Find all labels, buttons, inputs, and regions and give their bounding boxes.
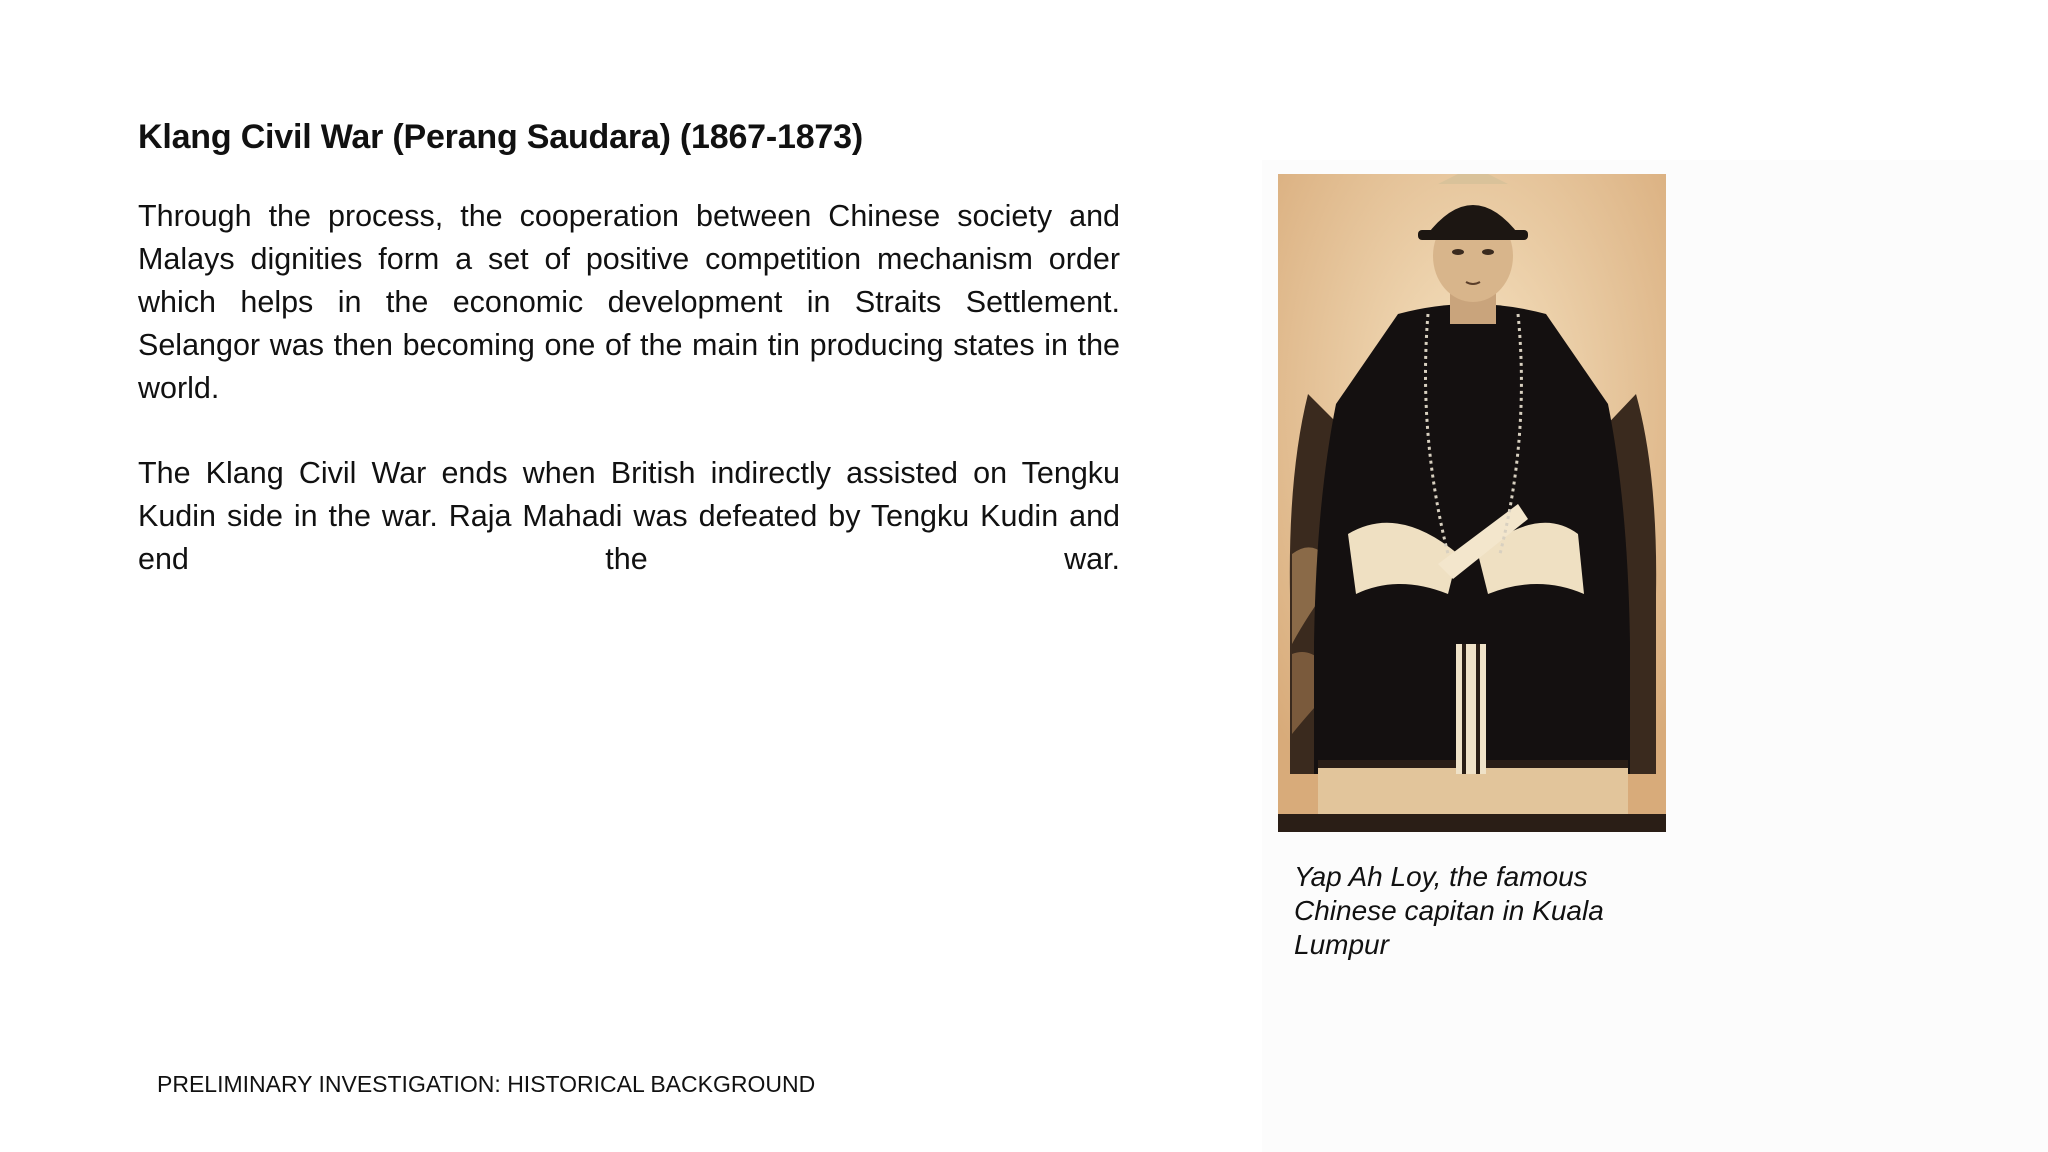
paragraph-war-end: The Klang Civil War ends when British indirectly assisted on Tengku Kudin side in the war. Raja Mahadi was defeated by Tengku Kudin and end the war.	[138, 456, 1120, 576]
photo-caption: Yap Ah Loy, the famous Chinese capitan in Kuala Lumpur	[1294, 861, 1604, 960]
footer-section-label: PRELIMINARY INVESTIGATION: HISTORICAL BACKGROUND	[157, 1071, 816, 1097]
body-text	[138, 195, 1120, 581]
paragraph-cooperation: Through the process, the cooperation between Chinese society and Malays dignities form a set of positive competition mechanism order which helps in the economic development in Straits Settlement. Selangor was then becoming one of the main tin producing states in the world.	[138, 199, 1120, 405]
portrait-photo	[1278, 174, 1666, 832]
slide-title: Klang Civil War (Perang Saudara) (1867-1873)	[138, 118, 863, 156]
